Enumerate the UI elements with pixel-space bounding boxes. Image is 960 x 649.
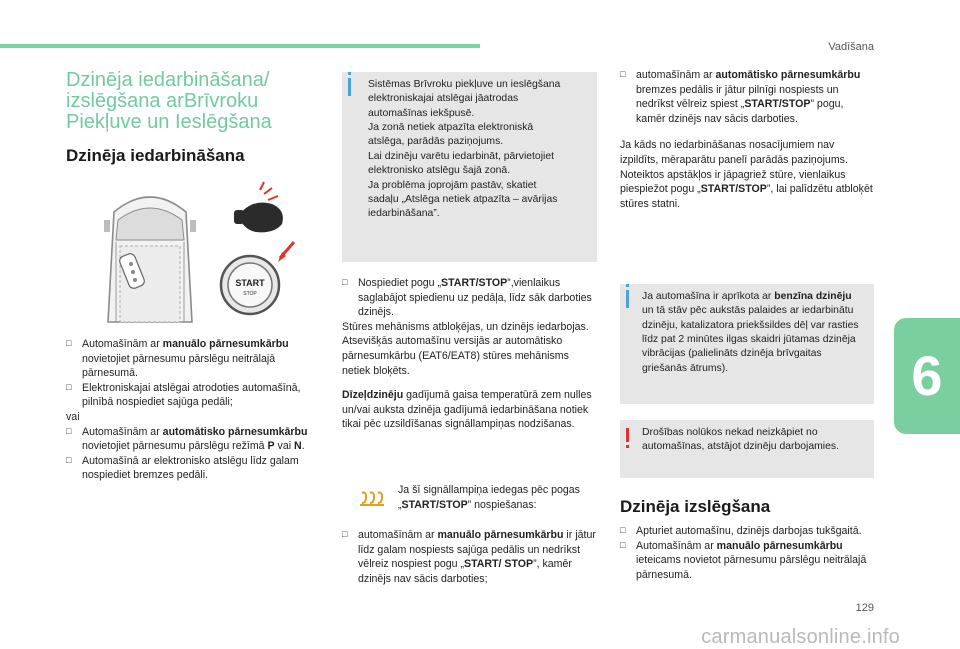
checkbox-bullet-icon: □ <box>342 529 348 539</box>
warning-icon <box>626 428 629 442</box>
stop-heading: Dzinēja izslēgšana <box>620 497 771 516</box>
list-item: □ Automašīnām ar manuālo pārnesumkārbu ieteicams novietot pārnesumu pārslēgu neitrālajā pārnesumā. <box>620 539 867 581</box>
info-icon <box>626 290 629 308</box>
list-item: □ automašīnām ar manuālo pārnesumkārbu ir jātur līdz galam nospiests sajūga pedālis un nedrīkst vēlreiz nospiest pogu „START/ STOP”, kamēr dzinējs nav sācis darboties; <box>342 529 596 585</box>
column-2 <box>342 276 597 432</box>
column-3 <box>620 68 875 211</box>
info-box-key: Sistēmas Brīvroku piekļuve un ieslēgšana elektroniskajai atslēgai jāatrodas automašīnas iekšpusē. Ja zonā netiek atpazīta elektroniskā atslēga, parādās paziņojums. Lai dzinēju varētu iedarbināt, pārvietojiet elektronisko atslēgu šajā zonā. Ja problēma joprojām pastāv, skatiet sadaļu „Atslēga netiek atpazīta – avārijas iedarbināšana”. <box>342 72 597 262</box>
glow-plug-text: Ja šī signāllampiņa iedegas pēc pogas „START/STOP” nospiešanas: <box>398 484 580 511</box>
list-item: □ Elektroniskajai atslēgai atrodoties automašīnā, pilnībā nospiediet sajūga pedāli; <box>66 381 301 409</box>
list-item: □ Apturiet automašīnu, dzinējs darbojas tukšgaitā. <box>620 525 862 537</box>
checkbox-bullet-icon: □ <box>620 525 626 535</box>
column-1 <box>66 337 321 483</box>
title-line: izslēgšana arBrīvroku <box>66 90 259 112</box>
or-text: vai <box>66 411 80 424</box>
info-box-petrol: Ja automašīna ir aprīkota ar benzīna dzinēju un tā stāv pēc aukstās palaides ar iedarbinātu dzinēju, katalizatora priekšsildes dēļ var rasties līdz pat 2 minūtes ilgas skaidri jūtamas dzinēja vibrācijas (palielināts dzinēja brīvgaitas griešanās ātrums). <box>620 284 874 404</box>
checkbox-bullet-icon: □ <box>620 539 626 550</box>
list-item: □ Automašīnām ar automātisko pārnesumkārbu novietojiet pārnesumu pārslēgu režīmā P vai N. <box>66 425 308 453</box>
chapter-tab[interactable]: 6 <box>894 318 960 434</box>
paragraph: Dīzeļdzinēju gadījumā gaisa temperatūrā zem nulles un/vai auksta dzinēja gadījumā iedarbināšana notiek tikai pēc uzsildīšanas signāllampiņas nodzišanas. <box>342 389 592 431</box>
checkbox-bullet-icon: □ <box>342 277 348 287</box>
paragraph: Ja kāds no iedarbināšanas nosacījumiem nav izpildīts, mēraparātu panelī parādās paziņojums. <box>620 139 848 167</box>
warning-box-safety: Drošības nolūkos nekad neizkāpiet no automašīnas, atstājot dzinēju darbojamies. <box>620 420 874 478</box>
start-label: START <box>235 278 265 288</box>
start-stop-button-icon <box>221 242 294 314</box>
column-2-bottom <box>342 528 597 586</box>
info-icon <box>348 78 351 96</box>
paragraph: Noteiktos apstākļos ir jāpagriež stūre, vienlaikus piespiežot pogu „START/STOP”, lai palīdzētu atbloķēt stūres statni. <box>620 168 873 210</box>
list-item: □ Automašīnā ar elektronisko atslēgu līdz galam nospiediet bremzes pedāli. <box>66 454 299 482</box>
paragraph: Atsevišķās automašīnu versijās ar automātisko pārnesumkārbu (EAT6/EAT8) stūres mehānisms netiek bloķēts. <box>342 335 569 377</box>
page-title <box>66 70 336 133</box>
list-item: □ Automašīnām ar manuālo pārnesumkārbu novietojiet pārnesumu pārslēgu neitrālajā pārnesumā. <box>66 338 289 380</box>
glow-plug-warning-icon <box>356 487 388 509</box>
section-header: Vadīšana <box>828 41 874 53</box>
list-item: □ Nospiediet pogu „START/STOP”,vienlaikus saglabājot spiedienu uz pedāļa, līdz sāk darboties dzinējs. <box>342 277 592 319</box>
column-3-bottom <box>620 524 875 582</box>
checkbox-bullet-icon: □ <box>66 381 72 392</box>
stop-label: STOP <box>243 291 257 297</box>
checkbox-bullet-icon: □ <box>66 425 72 436</box>
header-accent-bar <box>0 44 480 48</box>
start-heading: Dzinēja iedarbināšana <box>66 146 245 165</box>
checkbox-bullet-icon: □ <box>620 69 626 79</box>
paragraph: Stūres mehānisms atbloķējas, un dzinējs iedarbojas. <box>342 320 589 333</box>
hand-press-icon <box>234 182 283 232</box>
watermark: carmanualsonline.info <box>701 626 900 648</box>
list-item: □ automašīnām ar automātisko pārnesumkārbu bremzes pedālis ir jātur pilnīgi nospiests un nedrīkst vēlreiz spiest „START/STOP” pogu, kamēr dzinējs nav sācis darboties. <box>620 69 861 125</box>
checkbox-bullet-icon: □ <box>66 338 72 348</box>
checkbox-bullet-icon: □ <box>66 454 72 465</box>
title-line: Piekļuve un Ieslēgšana <box>66 111 272 133</box>
page-number: 129 <box>855 602 874 614</box>
car-keyless-illustration <box>84 180 314 330</box>
title-line: Dzinēja iedarbināšana/ <box>66 69 270 91</box>
